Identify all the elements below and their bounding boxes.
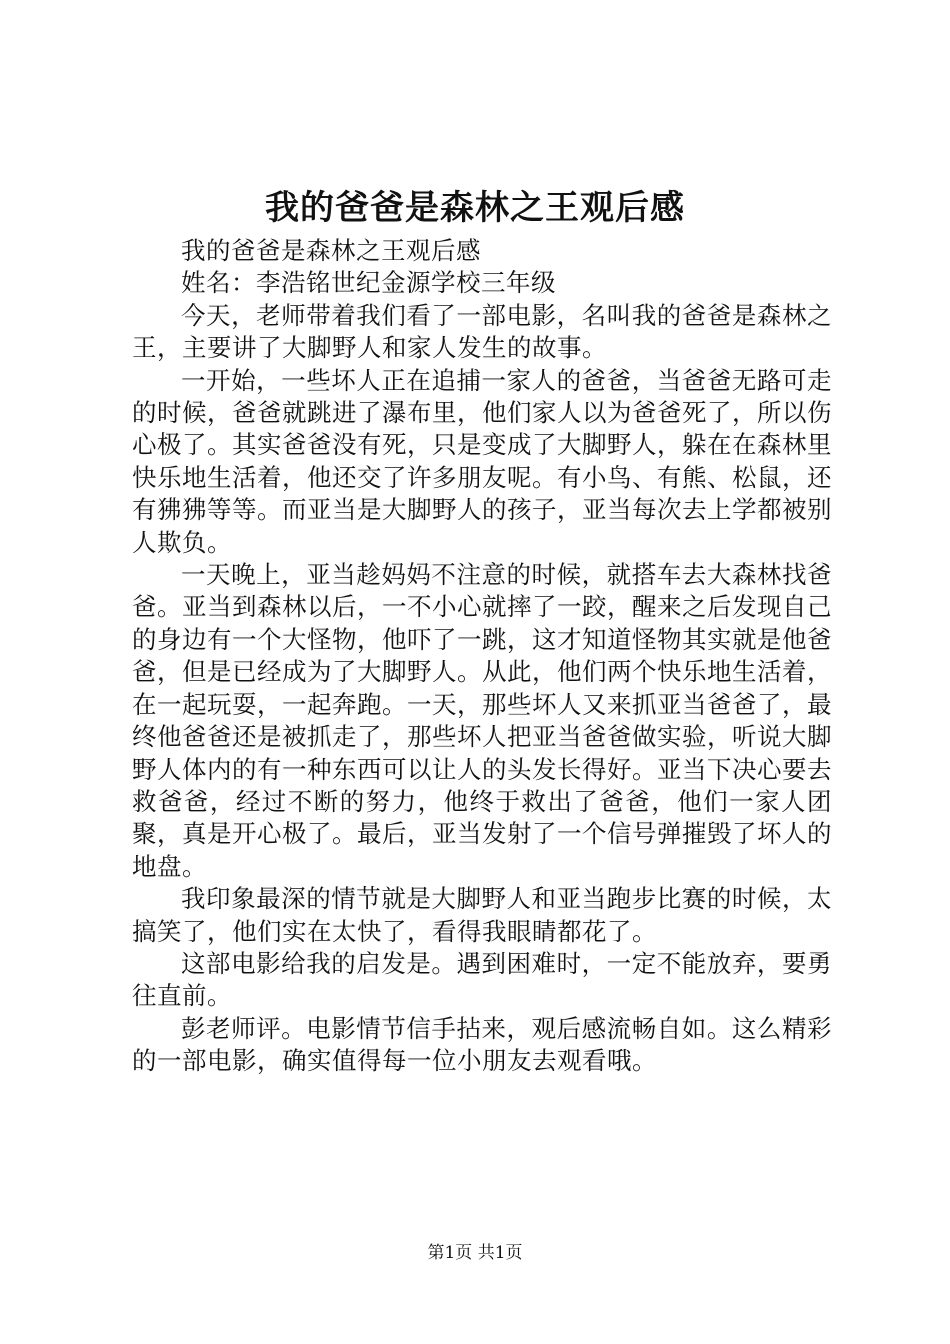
- paragraph-teacher-comment: 彭老师评。电影情节信手拈来，观后感流畅自如。这么精彩的一部电影，确实值得每一位小朋友去观看哦。: [132, 1013, 832, 1076]
- paragraph: 一天晚上，亚当趁妈妈不注意的时候，就搭车去大森林找爸爸。亚当到森林以后，一不小心就摔了一跤，醒来之后发现自己的身边有一个大怪物，他吓了一跳，这才知道怪物其实就是他爸爸，但是已经成为了大脚野人。从此，他们两个快乐地生活着，在一起玩耍，一起奔跑。一天，那些坏人又来抓亚当爸爸了，最终他爸爸还是被抓走了，那些坏人把亚当爸爸做实验，听说大脚野人体内的有一种东西可以让人的头发长得好。亚当下决心要去救爸爸，经过不断的努力，他终于救出了爸爸，他们一家人团聚，真是开心极了。最后，亚当发射了一个信号弹摧毁了坏人的地盘。: [132, 560, 832, 881]
- page-number-footer: 第1页 共1页: [427, 1243, 523, 1263]
- paragraph: 我印象最深的情节就是大脚野人和亚当跑步比赛的时候，太搞笑了，他们实在太快了，看得我眼睛都花了。: [132, 884, 832, 946]
- paragraph: 这部电影给我的启发是。遇到困难时，一定不能放弃，要勇往直前。: [132, 948, 832, 1011]
- document-title: 我的爸爸是森林之王观后感: [265, 188, 685, 228]
- paragraph-subtitle: 我的爸爸是森林之王观后感: [181, 236, 481, 265]
- paragraph-author: 姓名：李浩铭世纪金源学校三年级: [181, 268, 556, 298]
- document-body: [132, 235, 832, 1078]
- paragraph: 今天，老师带着我们看了一部电影，名叫我的爸爸是森林之王，主要讲了大脚野人和家人发生的故事。: [132, 300, 832, 363]
- paragraph: 一开始，一些坏人正在追捕一家人的爸爸，当爸爸无路可走的时候，爸爸就跳进了瀑布里，他们家人以为爸爸死了，所以伤心极了。其实爸爸没有死，只是变成了大脚野人，躲在在森林里快乐地生活着，他还交了许多朋友呢。有小鸟、有熊、松鼠，还有狒狒等等。而亚当是大脚野人的孩子，亚当每次去上学都被别人欺负。: [132, 365, 832, 557]
